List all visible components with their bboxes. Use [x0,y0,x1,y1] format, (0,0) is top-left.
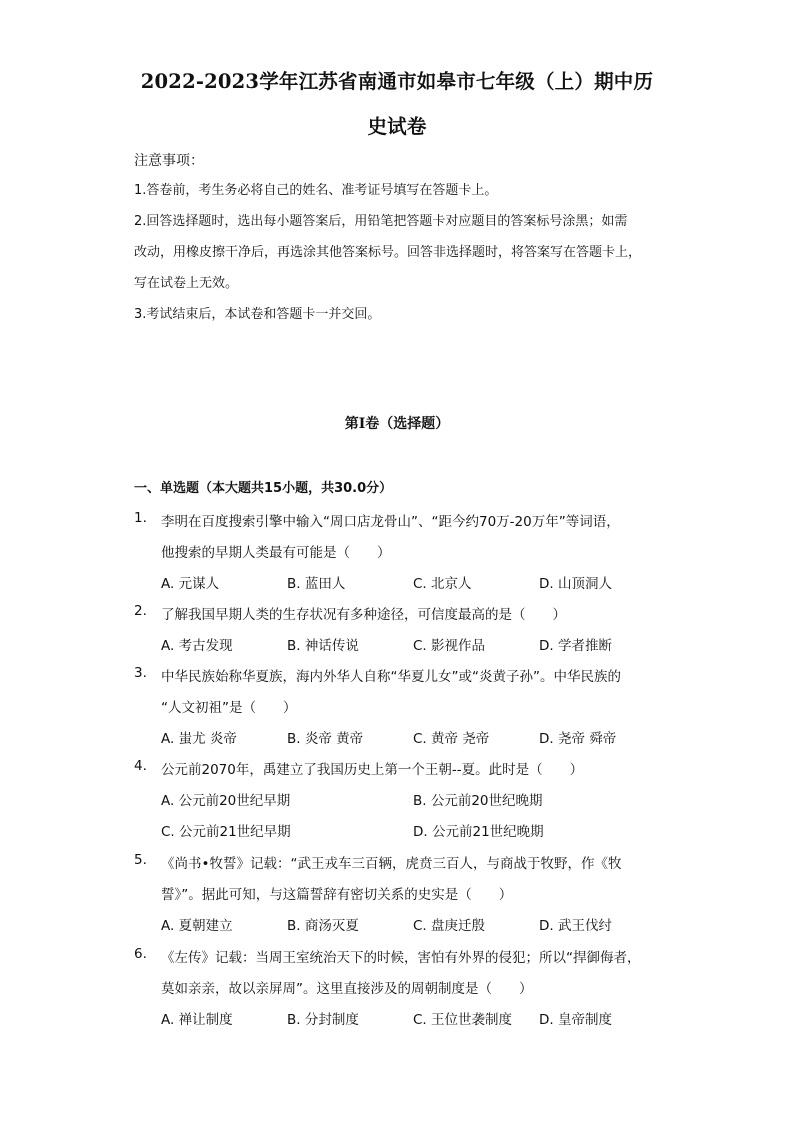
section-title: 第I卷（选择题） [344,416,450,432]
question-text: 公元前2070年，禹建立了我国历史上第一个王朝--夏。此时是（ ） [161,762,584,778]
option-a: A. 元谋人 [161,576,220,592]
option-c: C. 影视作品 [413,638,486,654]
question-number: 5. [134,852,147,868]
part-heading: 一、单选题（本大题共15小题，共30.0分） [134,481,393,496]
option-b: B. 炎帝 黄帝 [287,731,364,747]
option-c: C. 盘庚迁殷 [413,918,486,934]
option-d: D. 山顶洞人 [539,576,612,592]
note-line-4: 写在试卷上无效。 [134,276,239,291]
option-b: B. 公元前20世纪晚期 [413,793,543,809]
page-title-line-1: 2022-2023学年江苏省南通市如皋市七年级（上）期中历 [140,70,654,93]
option-c: C. 公元前21世纪早期 [161,824,291,840]
question-text: 《左传》记载：当周王室统治天下的时候，害怕有外界的侵犯；所以“捍御侮者， [161,950,641,966]
note-line-3: 改动，用橡皮擦干净后，再选涂其他答案标号。回答非选择题时，将答案写在答题卡上， [134,245,642,260]
question-number: 1. [134,510,147,526]
question-text: 莫如亲亲，故以亲屏周”。这里直接涉及的周朝制度是（ ） [161,981,533,997]
note-line-5: 3.考试结束后，本试卷和答题卡一并交回。 [134,307,381,322]
question-text: 了解我国早期人类的生存状况有多种途径，可信度最高的是（ ） [161,607,566,623]
option-b: B. 分封制度 [287,1012,359,1028]
option-b: B. 蓝田人 [287,576,346,592]
option-a: A. 考古发现 [161,638,233,654]
question-text: 中华民族始称华夏族，海内外华人自称“华夏儿女”或“炎黄子孙”。中华民族的 [161,669,621,685]
option-d: D. 学者推断 [539,638,612,654]
question-text: 他搜索的早期人类最有可能是（ ） [161,545,391,561]
question-text: 誓》”。据此可知，与这篇誓辞有密切关系的史实是（ ） [161,887,513,903]
question-text: 《尚书•牧誓》记载：“武王戎车三百辆，虎贲三百人，与商战于牧野，作《牧 [161,856,622,872]
question-number: 4. [134,758,147,774]
question-text: 李明在百度搜索引擎中输入“周口店龙骨山”、“距今约70万-20万年”等词语， [161,514,620,530]
option-d: D. 武王伐纣 [539,918,612,934]
option-a: A. 公元前20世纪早期 [161,793,291,809]
notes-heading: 注意事项： [134,153,204,169]
option-d: D. 皇帝制度 [539,1012,612,1028]
option-c: C. 北京人 [413,576,472,592]
option-b: B. 商汤灭夏 [287,918,359,934]
option-d: D. 尧帝 舜帝 [539,731,617,747]
question-number: 2. [134,603,147,619]
note-line-2: 2.回答选择题时，选出每小题答案后，用铅笔把答题卡对应题目的答案标号涂黑；如需 [134,214,628,229]
option-b: B. 神话传说 [287,638,359,654]
option-c: C. 王位世袭制度 [413,1012,513,1028]
option-a: A. 夏朝建立 [161,918,233,934]
question-text: “人文初祖”是（ ） [161,700,297,716]
option-d: D. 公元前21世纪晚期 [413,824,544,840]
note-line-1: 1.答卷前，考生务必将自己的姓名、准考证号填写在答题卡上。 [134,183,498,198]
option-a: A. 蚩尤 炎帝 [161,731,237,747]
option-a: A. 禅让制度 [161,1012,233,1028]
page-title-line-2: 史试卷 [367,115,427,138]
question-number: 6. [134,946,147,962]
option-c: C. 黄帝 尧帝 [413,731,490,747]
question-number: 3. [134,665,147,681]
